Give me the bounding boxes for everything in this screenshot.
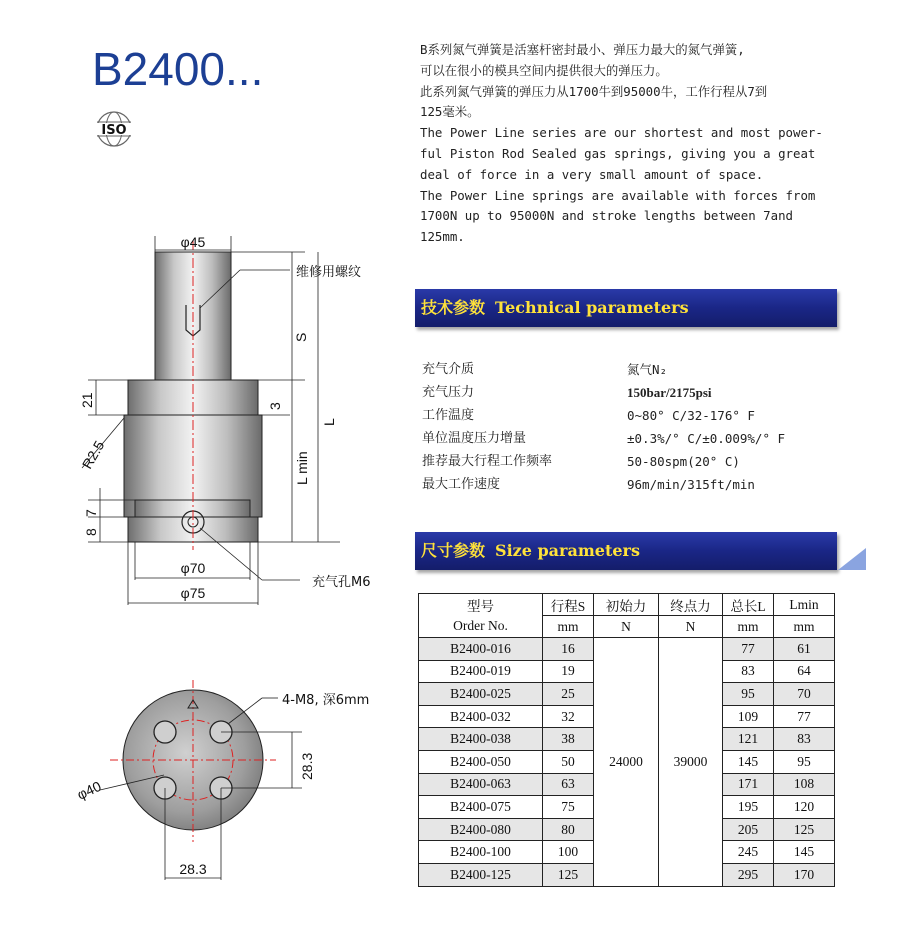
cell-stroke: 32 xyxy=(543,705,594,728)
bottom-view-drawing xyxy=(0,660,410,890)
label-fill-port: 充气孔M6 xyxy=(312,575,371,590)
cell-model: B2400-075 xyxy=(419,796,543,819)
dim-21: 21 xyxy=(79,392,95,408)
param-key: 工作温度 xyxy=(422,408,475,423)
dim-8: 8 xyxy=(83,528,99,536)
cell-initial-force: 24000 xyxy=(594,638,659,887)
dim-283-horizontal: 28.3 xyxy=(179,861,207,877)
cell-length: 83 xyxy=(723,660,774,683)
size-banner xyxy=(415,532,837,570)
cell-lmin: 145 xyxy=(774,841,835,864)
cell-lmin: 70 xyxy=(774,683,835,706)
cell-length: 77 xyxy=(723,638,774,661)
cell-model: B2400-125 xyxy=(419,863,543,886)
cell-stroke: 75 xyxy=(543,796,594,819)
cell-lmin: 95 xyxy=(774,750,835,773)
dim-7: 7 xyxy=(83,509,99,517)
intro-line: deal of force in a very small amount of space. xyxy=(420,166,764,182)
size-title-en: Size parameters xyxy=(495,541,640,560)
param-key: 推荐最大行程工作频率 xyxy=(422,454,553,469)
cell-stroke: 19 xyxy=(543,660,594,683)
cell-length: 109 xyxy=(723,705,774,728)
cell-length: 295 xyxy=(723,863,774,886)
cell-stroke: 125 xyxy=(543,863,594,886)
cell-length: 195 xyxy=(723,796,774,819)
dim-phi75: φ75 xyxy=(180,585,206,601)
decorative-triangle xyxy=(838,548,866,570)
unit-lmin: mm xyxy=(774,616,835,638)
cell-stroke: 100 xyxy=(543,841,594,864)
technical-title-en: Technical parameters xyxy=(495,298,689,317)
table-unit-row xyxy=(419,616,835,638)
intro-line: 125mm. xyxy=(420,229,465,245)
cell-lmin: 77 xyxy=(774,705,835,728)
cell-model: B2400-032 xyxy=(419,705,543,728)
cell-lmin: 64 xyxy=(774,660,835,683)
intro-line: The Power Line series are our shortest and most power- xyxy=(420,125,823,141)
param-key: 最大工作速度 xyxy=(422,477,501,492)
cell-lmin: 108 xyxy=(774,773,835,796)
cell-model: B2400-063 xyxy=(419,773,543,796)
header-stroke: 行程S xyxy=(543,594,594,616)
dim-283-vertical: 28.3 xyxy=(299,752,315,780)
cell-lmin: 120 xyxy=(774,796,835,819)
param-value: 50-80spm(20° C) xyxy=(627,454,740,469)
dim-phi40: φ40 xyxy=(74,777,104,803)
param-key: 充气压力 xyxy=(422,385,475,400)
cell-lmin: 83 xyxy=(774,728,835,751)
intro-line: 此系列氮气弹簧的弹压力从1700牛到95000牛，工作行程从7到 xyxy=(420,83,768,99)
intro-line: ful Piston Rod Sealed gas springs, giving you a great xyxy=(420,145,816,161)
intro-line: The Power Line springs are available with forces from xyxy=(420,187,816,203)
dim-lmin: L min xyxy=(294,451,310,485)
cell-stroke: 50 xyxy=(543,750,594,773)
cell-length: 171 xyxy=(723,773,774,796)
param-value: 氮气N₂ xyxy=(627,362,668,377)
param-value: ±0.3%/° C/±0.009%/° F xyxy=(627,431,786,446)
size-title-cn: 尺寸参数 xyxy=(421,541,486,560)
header-length: 总长L xyxy=(723,594,774,616)
cell-length: 121 xyxy=(723,728,774,751)
cell-lmin: 170 xyxy=(774,863,835,886)
cell-length: 145 xyxy=(723,750,774,773)
dim-phi45: φ45 xyxy=(180,234,206,250)
side-view-drawing xyxy=(0,230,410,620)
cell-model: B2400-080 xyxy=(419,818,543,841)
cell-stroke: 16 xyxy=(543,638,594,661)
dim-3: 3 xyxy=(267,402,283,410)
header-end-force: 终点力 xyxy=(659,594,723,616)
label-holes: 4-M8, 深6mm xyxy=(282,693,370,708)
unit-length: mm xyxy=(723,616,774,638)
cell-stroke: 38 xyxy=(543,728,594,751)
cell-length: 245 xyxy=(723,841,774,864)
unit-initial-force: N xyxy=(594,616,659,638)
unit-stroke: mm xyxy=(543,616,594,638)
cell-model: B2400-019 xyxy=(419,660,543,683)
header-lmin: Lmin xyxy=(774,594,835,616)
cell-length: 205 xyxy=(723,818,774,841)
dim-s: S xyxy=(293,332,309,342)
cell-stroke: 25 xyxy=(543,683,594,706)
cell-length: 95 xyxy=(723,683,774,706)
unit-end-force: N xyxy=(659,616,723,638)
technical-title-cn: 技术参数 xyxy=(421,298,486,317)
cell-model: B2400-050 xyxy=(419,750,543,773)
cell-model: B2400-038 xyxy=(419,728,543,751)
cell-model: B2400-100 xyxy=(419,841,543,864)
logo-text: ISO xyxy=(101,123,127,138)
cell-lmin: 61 xyxy=(774,638,835,661)
cell-stroke: 63 xyxy=(543,773,594,796)
iso-logo xyxy=(93,108,135,150)
intro-line: 可以在很小的模具空间内提供很大的弹压力。 xyxy=(420,62,668,78)
param-key: 单位温度压力增量 xyxy=(422,431,527,446)
intro-text xyxy=(420,40,840,248)
param-value: 96m/min/315ft/min xyxy=(627,477,755,492)
header-model-en: Order No. xyxy=(419,616,543,638)
cell-stroke: 80 xyxy=(543,818,594,841)
technical-banner xyxy=(415,289,837,327)
table-row xyxy=(419,638,835,661)
label-repair-thread: 维修用螺纹 xyxy=(296,265,362,280)
dim-r25: R2.5 xyxy=(78,437,108,472)
param-value: 0~80° C/32-176° F xyxy=(627,408,755,423)
header-initial-force: 初始力 xyxy=(594,594,659,616)
cell-lmin: 125 xyxy=(774,818,835,841)
header-model: 型号 xyxy=(419,594,543,616)
cell-model: B2400-016 xyxy=(419,638,543,661)
size-table xyxy=(418,593,835,887)
param-key: 充气介质 xyxy=(422,362,475,377)
param-value: 150bar/2175psi xyxy=(627,385,712,400)
intro-line: 1700N up to 95000N and stroke lengths between 7and xyxy=(420,208,793,224)
page-title: B2400... xyxy=(92,43,264,95)
cell-model: B2400-025 xyxy=(419,683,543,706)
intro-line: B系列氮气弹簧是活塞杆密封最小、弹压力最大的氮气弹簧, xyxy=(420,42,745,57)
cell-end-force: 39000 xyxy=(659,638,723,887)
table-header-row xyxy=(419,594,835,616)
dim-l: L xyxy=(321,418,337,426)
dim-phi70: φ70 xyxy=(180,560,206,576)
bolt-hole xyxy=(154,721,176,743)
intro-line: 125毫米。 xyxy=(420,104,480,120)
